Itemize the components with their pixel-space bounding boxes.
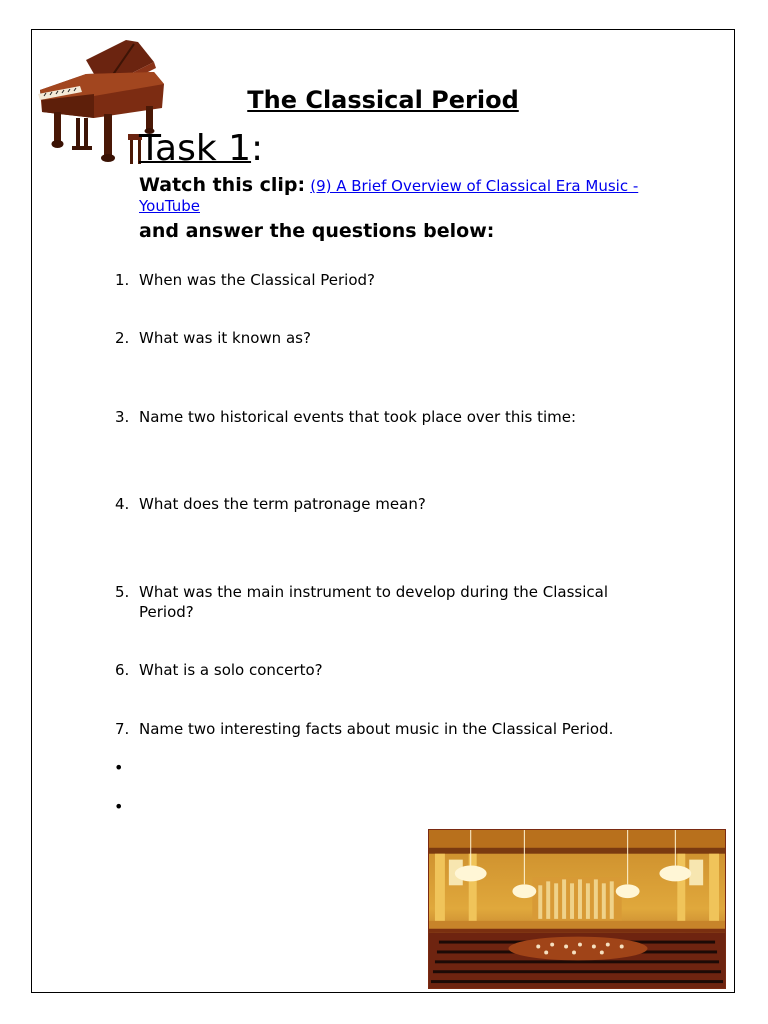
task-colon: :: [251, 128, 264, 169]
task-label: Task 1: [139, 128, 252, 169]
answer-bullet-1: •: [114, 758, 124, 777]
answer-prompt: and answer the questions below:: [139, 220, 495, 242]
question-text: What does the term patronage mean?: [139, 495, 426, 513]
question-text: When was the Classical Period?: [139, 271, 376, 289]
concert-hall-image: [428, 829, 726, 989]
question-number: 1.: [115, 271, 130, 289]
question-number: 6.: [115, 661, 130, 679]
question-number: 2.: [115, 329, 130, 347]
question-number: 4.: [115, 495, 130, 513]
video-link[interactable]: (9) A Brief Overview of Classical Era Music - YouTube: [139, 177, 639, 215]
task-heading: [139, 127, 263, 171]
question-text: What is a solo concerto?: [139, 661, 323, 679]
question-number: 7.: [115, 720, 130, 738]
question-text: Name two interesting facts about music in the Classical Period.: [139, 720, 614, 738]
question-number: 5.: [115, 583, 130, 601]
answer-bullet-2: •: [114, 797, 124, 816]
watch-instruction: [139, 175, 699, 216]
question-text: What was the main instrument to develop during the Classical Period?: [139, 583, 608, 621]
watch-label: Watch this clip:: [139, 174, 306, 196]
question-text: Name two historical events that took place over this time:: [139, 408, 577, 426]
page-title: The Classical Period: [247, 86, 519, 114]
question-text: What was it known as?: [139, 329, 311, 347]
question-number: 3.: [115, 408, 130, 426]
